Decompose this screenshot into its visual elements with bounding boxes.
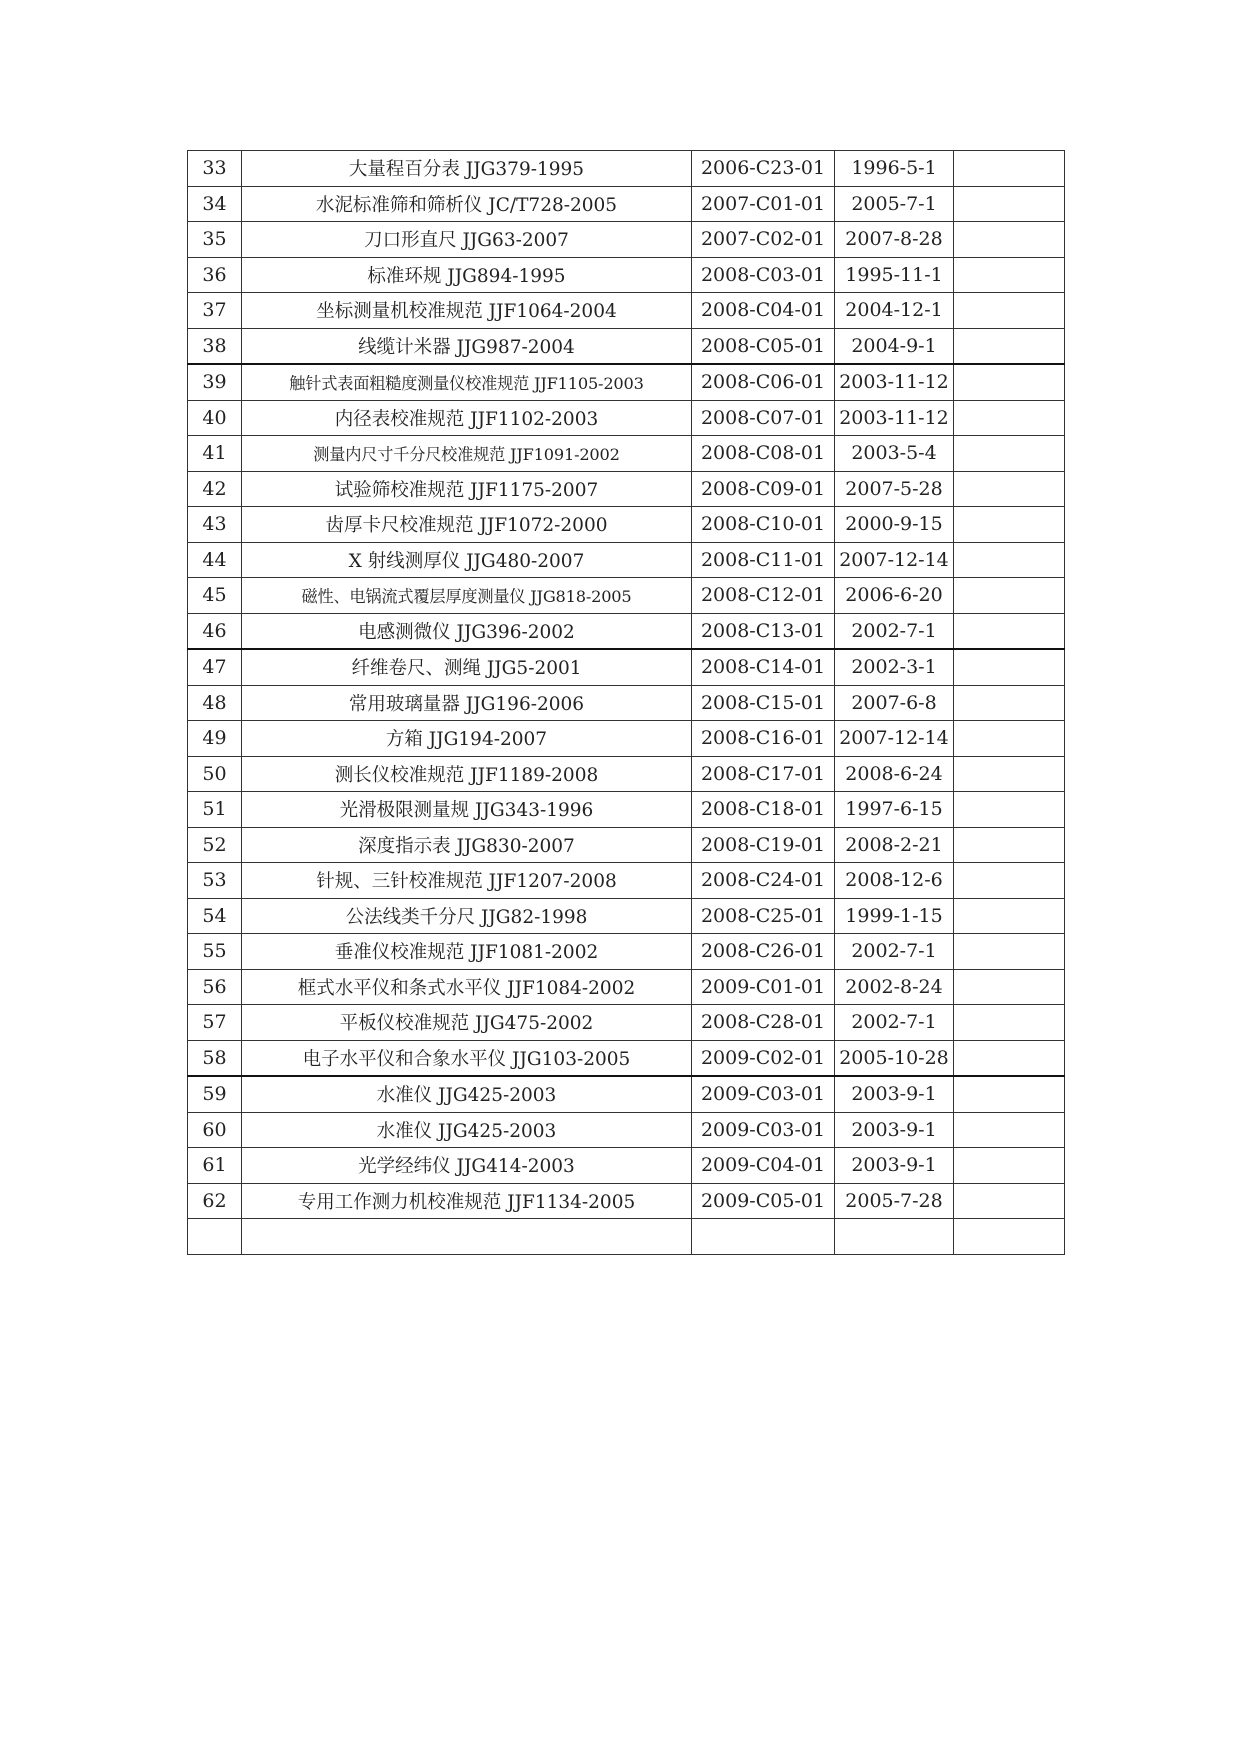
effective-date-cell: 2008-12-6 bbox=[835, 863, 954, 899]
row-number-cell: 60 bbox=[188, 1112, 242, 1148]
effective-date-cell: 2007-12-14 bbox=[835, 721, 954, 757]
effective-date-cell: 2002-3-1 bbox=[835, 649, 954, 685]
remark-cell bbox=[954, 257, 1065, 293]
table-row bbox=[188, 969, 1065, 1005]
effective-date-cell: 2003-11-12 bbox=[835, 400, 954, 436]
table-row bbox=[188, 792, 1065, 828]
table-row bbox=[188, 507, 1065, 543]
standard-name-cell: 垂准仪校准规范 JJF1081-2002 bbox=[242, 934, 692, 970]
remark-cell bbox=[954, 721, 1065, 757]
certificate-code-cell: 2008-C04-01 bbox=[692, 293, 835, 329]
remark-cell bbox=[954, 471, 1065, 507]
certificate-code-cell: 2008-C03-01 bbox=[692, 257, 835, 293]
table-row bbox=[188, 364, 1065, 400]
row-number-cell: 52 bbox=[188, 827, 242, 863]
standard-name-cell: 平板仪校准规范 JJG475-2002 bbox=[242, 1005, 692, 1041]
table-row bbox=[188, 578, 1065, 614]
row-number-cell: 41 bbox=[188, 436, 242, 472]
remark-cell bbox=[954, 542, 1065, 578]
standard-name-cell: 刀口形直尺 JJG63-2007 bbox=[242, 222, 692, 258]
row-number-cell: 61 bbox=[188, 1148, 242, 1184]
table-row bbox=[188, 471, 1065, 507]
row-number-cell: 37 bbox=[188, 293, 242, 329]
standard-name-cell: 常用玻璃量器 JJG196-2006 bbox=[242, 685, 692, 721]
remark-cell bbox=[954, 827, 1065, 863]
effective-date-cell: 2007-8-28 bbox=[835, 222, 954, 258]
table-row bbox=[188, 328, 1065, 364]
standard-name-cell: 水泥标准筛和筛析仪 JC/T728-2005 bbox=[242, 186, 692, 222]
effective-date-cell: 2003-11-12 bbox=[835, 364, 954, 400]
certificate-code-cell: 2008-C12-01 bbox=[692, 578, 835, 614]
effective-date-cell: 2007-12-14 bbox=[835, 542, 954, 578]
standard-name-cell: 试验筛校准规范 JJF1175-2007 bbox=[242, 471, 692, 507]
remark-cell bbox=[954, 863, 1065, 899]
remark-cell bbox=[954, 400, 1065, 436]
row-number-cell: 48 bbox=[188, 685, 242, 721]
effective-date-cell: 1997-6-15 bbox=[835, 792, 954, 828]
standard-name-cell: 光滑极限测量规 JJG343-1996 bbox=[242, 792, 692, 828]
effective-date-cell: 2003-9-1 bbox=[835, 1112, 954, 1148]
certificate-code-cell: 2008-C11-01 bbox=[692, 542, 835, 578]
table-row bbox=[188, 257, 1065, 293]
row-number-cell: 51 bbox=[188, 792, 242, 828]
certificate-code-cell: 2009-C02-01 bbox=[692, 1040, 835, 1076]
table-row bbox=[188, 934, 1065, 970]
table-row bbox=[188, 151, 1065, 187]
effective-date-cell: 2005-7-28 bbox=[835, 1183, 954, 1219]
row-number-cell: 40 bbox=[188, 400, 242, 436]
table-row bbox=[188, 1005, 1065, 1041]
certificate-code-cell: 2009-C01-01 bbox=[692, 969, 835, 1005]
standard-name-cell: 标准环规 JJG894-1995 bbox=[242, 257, 692, 293]
certificate-code-cell: 2008-C28-01 bbox=[692, 1005, 835, 1041]
remark-cell bbox=[954, 507, 1065, 543]
table-row bbox=[188, 400, 1065, 436]
certificate-code-cell: 2008-C06-01 bbox=[692, 364, 835, 400]
standards-table bbox=[187, 150, 1065, 1255]
certificate-code-cell: 2008-C08-01 bbox=[692, 436, 835, 472]
table-row bbox=[188, 222, 1065, 258]
effective-date-cell: 2003-9-1 bbox=[835, 1148, 954, 1184]
row-number-cell: 58 bbox=[188, 1040, 242, 1076]
effective-date-cell: 2005-10-28 bbox=[835, 1040, 954, 1076]
row-number-cell: 59 bbox=[188, 1076, 242, 1112]
table-row bbox=[188, 613, 1065, 649]
certificate-code-cell: 2008-C18-01 bbox=[692, 792, 835, 828]
remark-cell bbox=[954, 1040, 1065, 1076]
certificate-code-cell: 2008-C10-01 bbox=[692, 507, 835, 543]
row-number-cell: 55 bbox=[188, 934, 242, 970]
certificate-code-cell: 2008-C07-01 bbox=[692, 400, 835, 436]
certificate-code-cell: 2007-C01-01 bbox=[692, 186, 835, 222]
table-row bbox=[188, 542, 1065, 578]
row-number-cell: 50 bbox=[188, 756, 242, 792]
standard-name-cell: 专用工作测力机校准规范 JJF1134-2005 bbox=[242, 1183, 692, 1219]
row-number-cell: 53 bbox=[188, 863, 242, 899]
certificate-code-cell: 2009-C04-01 bbox=[692, 1148, 835, 1184]
table-row bbox=[188, 1183, 1065, 1219]
remark-cell bbox=[954, 1148, 1065, 1184]
effective-date-cell: 2004-12-1 bbox=[835, 293, 954, 329]
table-row bbox=[188, 1112, 1065, 1148]
table-row bbox=[188, 756, 1065, 792]
effective-date-cell: 2002-8-24 bbox=[835, 969, 954, 1005]
effective-date-cell: 2005-7-1 bbox=[835, 186, 954, 222]
certificate-code-cell: 2008-C24-01 bbox=[692, 863, 835, 899]
effective-date-cell: 2002-7-1 bbox=[835, 1005, 954, 1041]
certificate-code-cell: 2008-C25-01 bbox=[692, 898, 835, 934]
standard-name-cell: 针规、三针校准规范 JJF1207-2008 bbox=[242, 863, 692, 899]
table-row bbox=[188, 721, 1065, 757]
effective-date-cell: 2004-9-1 bbox=[835, 328, 954, 364]
certificate-code-cell: 2008-C14-01 bbox=[692, 649, 835, 685]
effective-date-cell: 2003-9-1 bbox=[835, 1076, 954, 1112]
certificate-code-cell: 2008-C05-01 bbox=[692, 328, 835, 364]
table-row bbox=[188, 863, 1065, 899]
effective-date-cell: 1999-1-15 bbox=[835, 898, 954, 934]
table-row bbox=[188, 1148, 1065, 1184]
certificate-code-cell: 2008-C13-01 bbox=[692, 613, 835, 649]
table-row bbox=[188, 898, 1065, 934]
standard-name-cell: 齿厚卡尺校准规范 JJF1072-2000 bbox=[242, 507, 692, 543]
remark-cell bbox=[954, 1219, 1065, 1255]
certificate-code-cell: 2009-C03-01 bbox=[692, 1076, 835, 1112]
remark-cell bbox=[954, 934, 1065, 970]
table-row bbox=[188, 1219, 1065, 1255]
certificate-code-cell: 2008-C15-01 bbox=[692, 685, 835, 721]
certificate-code-cell: 2009-C05-01 bbox=[692, 1183, 835, 1219]
standards-table-body bbox=[188, 151, 1065, 1255]
remark-cell bbox=[954, 1183, 1065, 1219]
remark-cell bbox=[954, 364, 1065, 400]
row-number-cell: 45 bbox=[188, 578, 242, 614]
certificate-code-cell: 2008-C17-01 bbox=[692, 756, 835, 792]
row-number-cell: 46 bbox=[188, 613, 242, 649]
standard-name-cell: 大量程百分表 JJG379-1995 bbox=[242, 151, 692, 187]
table-row bbox=[188, 649, 1065, 685]
row-number-cell: 39 bbox=[188, 364, 242, 400]
remark-cell bbox=[954, 898, 1065, 934]
effective-date-cell: 2007-6-8 bbox=[835, 685, 954, 721]
standard-name-cell: 内径表校准规范 JJF1102-2003 bbox=[242, 400, 692, 436]
table-row bbox=[188, 1040, 1065, 1076]
standard-name-cell: 光学经纬仪 JJG414-2003 bbox=[242, 1148, 692, 1184]
standard-name-cell: 电子水平仪和合象水平仪 JJG103-2005 bbox=[242, 1040, 692, 1076]
certificate-code-cell: 2008-C09-01 bbox=[692, 471, 835, 507]
certificate-code-cell: 2007-C02-01 bbox=[692, 222, 835, 258]
row-number-cell: 36 bbox=[188, 257, 242, 293]
row-number-cell: 42 bbox=[188, 471, 242, 507]
certificate-code-cell: 2006-C23-01 bbox=[692, 151, 835, 187]
certificate-code-cell bbox=[692, 1219, 835, 1255]
remark-cell bbox=[954, 1112, 1065, 1148]
standard-name-cell: 深度指示表 JJG830-2007 bbox=[242, 827, 692, 863]
standard-name-cell: 线缆计米器 JJG987-2004 bbox=[242, 328, 692, 364]
effective-date-cell: 2008-2-21 bbox=[835, 827, 954, 863]
standard-name-cell: 触针式表面粗糙度测量仪校准规范 JJF1105-2003 bbox=[242, 364, 692, 400]
remark-cell bbox=[954, 685, 1065, 721]
remark-cell bbox=[954, 293, 1065, 329]
row-number-cell: 44 bbox=[188, 542, 242, 578]
effective-date-cell: 2007-5-28 bbox=[835, 471, 954, 507]
effective-date-cell: 2002-7-1 bbox=[835, 934, 954, 970]
certificate-code-cell: 2008-C19-01 bbox=[692, 827, 835, 863]
certificate-code-cell: 2009-C03-01 bbox=[692, 1112, 835, 1148]
standard-name-cell: 公法线类千分尺 JJG82-1998 bbox=[242, 898, 692, 934]
table-row bbox=[188, 827, 1065, 863]
effective-date-cell: 2002-7-1 bbox=[835, 613, 954, 649]
remark-cell bbox=[954, 756, 1065, 792]
effective-date-cell: 1995-11-1 bbox=[835, 257, 954, 293]
standard-name-cell: 水准仪 JJG425-2003 bbox=[242, 1076, 692, 1112]
table-row bbox=[188, 685, 1065, 721]
remark-cell bbox=[954, 222, 1065, 258]
standard-name-cell: X 射线测厚仪 JJG480-2007 bbox=[242, 542, 692, 578]
effective-date-cell bbox=[835, 1219, 954, 1255]
effective-date-cell: 2003-5-4 bbox=[835, 436, 954, 472]
remark-cell bbox=[954, 649, 1065, 685]
row-number-cell: 57 bbox=[188, 1005, 242, 1041]
standard-name-cell: 测量内尺寸千分尺校准规范 JJF1091-2002 bbox=[242, 436, 692, 472]
effective-date-cell: 2000-9-15 bbox=[835, 507, 954, 543]
row-number-cell: 54 bbox=[188, 898, 242, 934]
remark-cell bbox=[954, 436, 1065, 472]
certificate-code-cell: 2008-C16-01 bbox=[692, 721, 835, 757]
remark-cell bbox=[954, 151, 1065, 187]
effective-date-cell: 2008-6-24 bbox=[835, 756, 954, 792]
row-number-cell: 43 bbox=[188, 507, 242, 543]
remark-cell bbox=[954, 328, 1065, 364]
standard-name-cell: 水准仪 JJG425-2003 bbox=[242, 1112, 692, 1148]
remark-cell bbox=[954, 613, 1065, 649]
row-number-cell: 56 bbox=[188, 969, 242, 1005]
remark-cell bbox=[954, 186, 1065, 222]
standard-name-cell bbox=[242, 1219, 692, 1255]
row-number-cell: 38 bbox=[188, 328, 242, 364]
row-number-cell: 34 bbox=[188, 186, 242, 222]
standard-name-cell: 电感测微仪 JJG396-2002 bbox=[242, 613, 692, 649]
remark-cell bbox=[954, 578, 1065, 614]
row-number-cell: 33 bbox=[188, 151, 242, 187]
remark-cell bbox=[954, 1076, 1065, 1112]
row-number-cell: 35 bbox=[188, 222, 242, 258]
table-row bbox=[188, 1076, 1065, 1112]
remark-cell bbox=[954, 969, 1065, 1005]
row-number-cell: 49 bbox=[188, 721, 242, 757]
effective-date-cell: 1996-5-1 bbox=[835, 151, 954, 187]
row-number-cell: 47 bbox=[188, 649, 242, 685]
table-row bbox=[188, 186, 1065, 222]
row-number-cell bbox=[188, 1219, 242, 1255]
remark-cell bbox=[954, 792, 1065, 828]
certificate-code-cell: 2008-C26-01 bbox=[692, 934, 835, 970]
table-row bbox=[188, 436, 1065, 472]
standard-name-cell: 方箱 JJG194-2007 bbox=[242, 721, 692, 757]
standard-name-cell: 坐标测量机校准规范 JJF1064-2004 bbox=[242, 293, 692, 329]
remark-cell bbox=[954, 1005, 1065, 1041]
standard-name-cell: 纤维卷尺、测绳 JJG5-2001 bbox=[242, 649, 692, 685]
table-row bbox=[188, 293, 1065, 329]
standard-name-cell: 磁性、电锅流式覆层厚度测量仪 JJG818-2005 bbox=[242, 578, 692, 614]
row-number-cell: 62 bbox=[188, 1183, 242, 1219]
standard-name-cell: 测长仪校准规范 JJF1189-2008 bbox=[242, 756, 692, 792]
standard-name-cell: 框式水平仪和条式水平仪 JJF1084-2002 bbox=[242, 969, 692, 1005]
effective-date-cell: 2006-6-20 bbox=[835, 578, 954, 614]
